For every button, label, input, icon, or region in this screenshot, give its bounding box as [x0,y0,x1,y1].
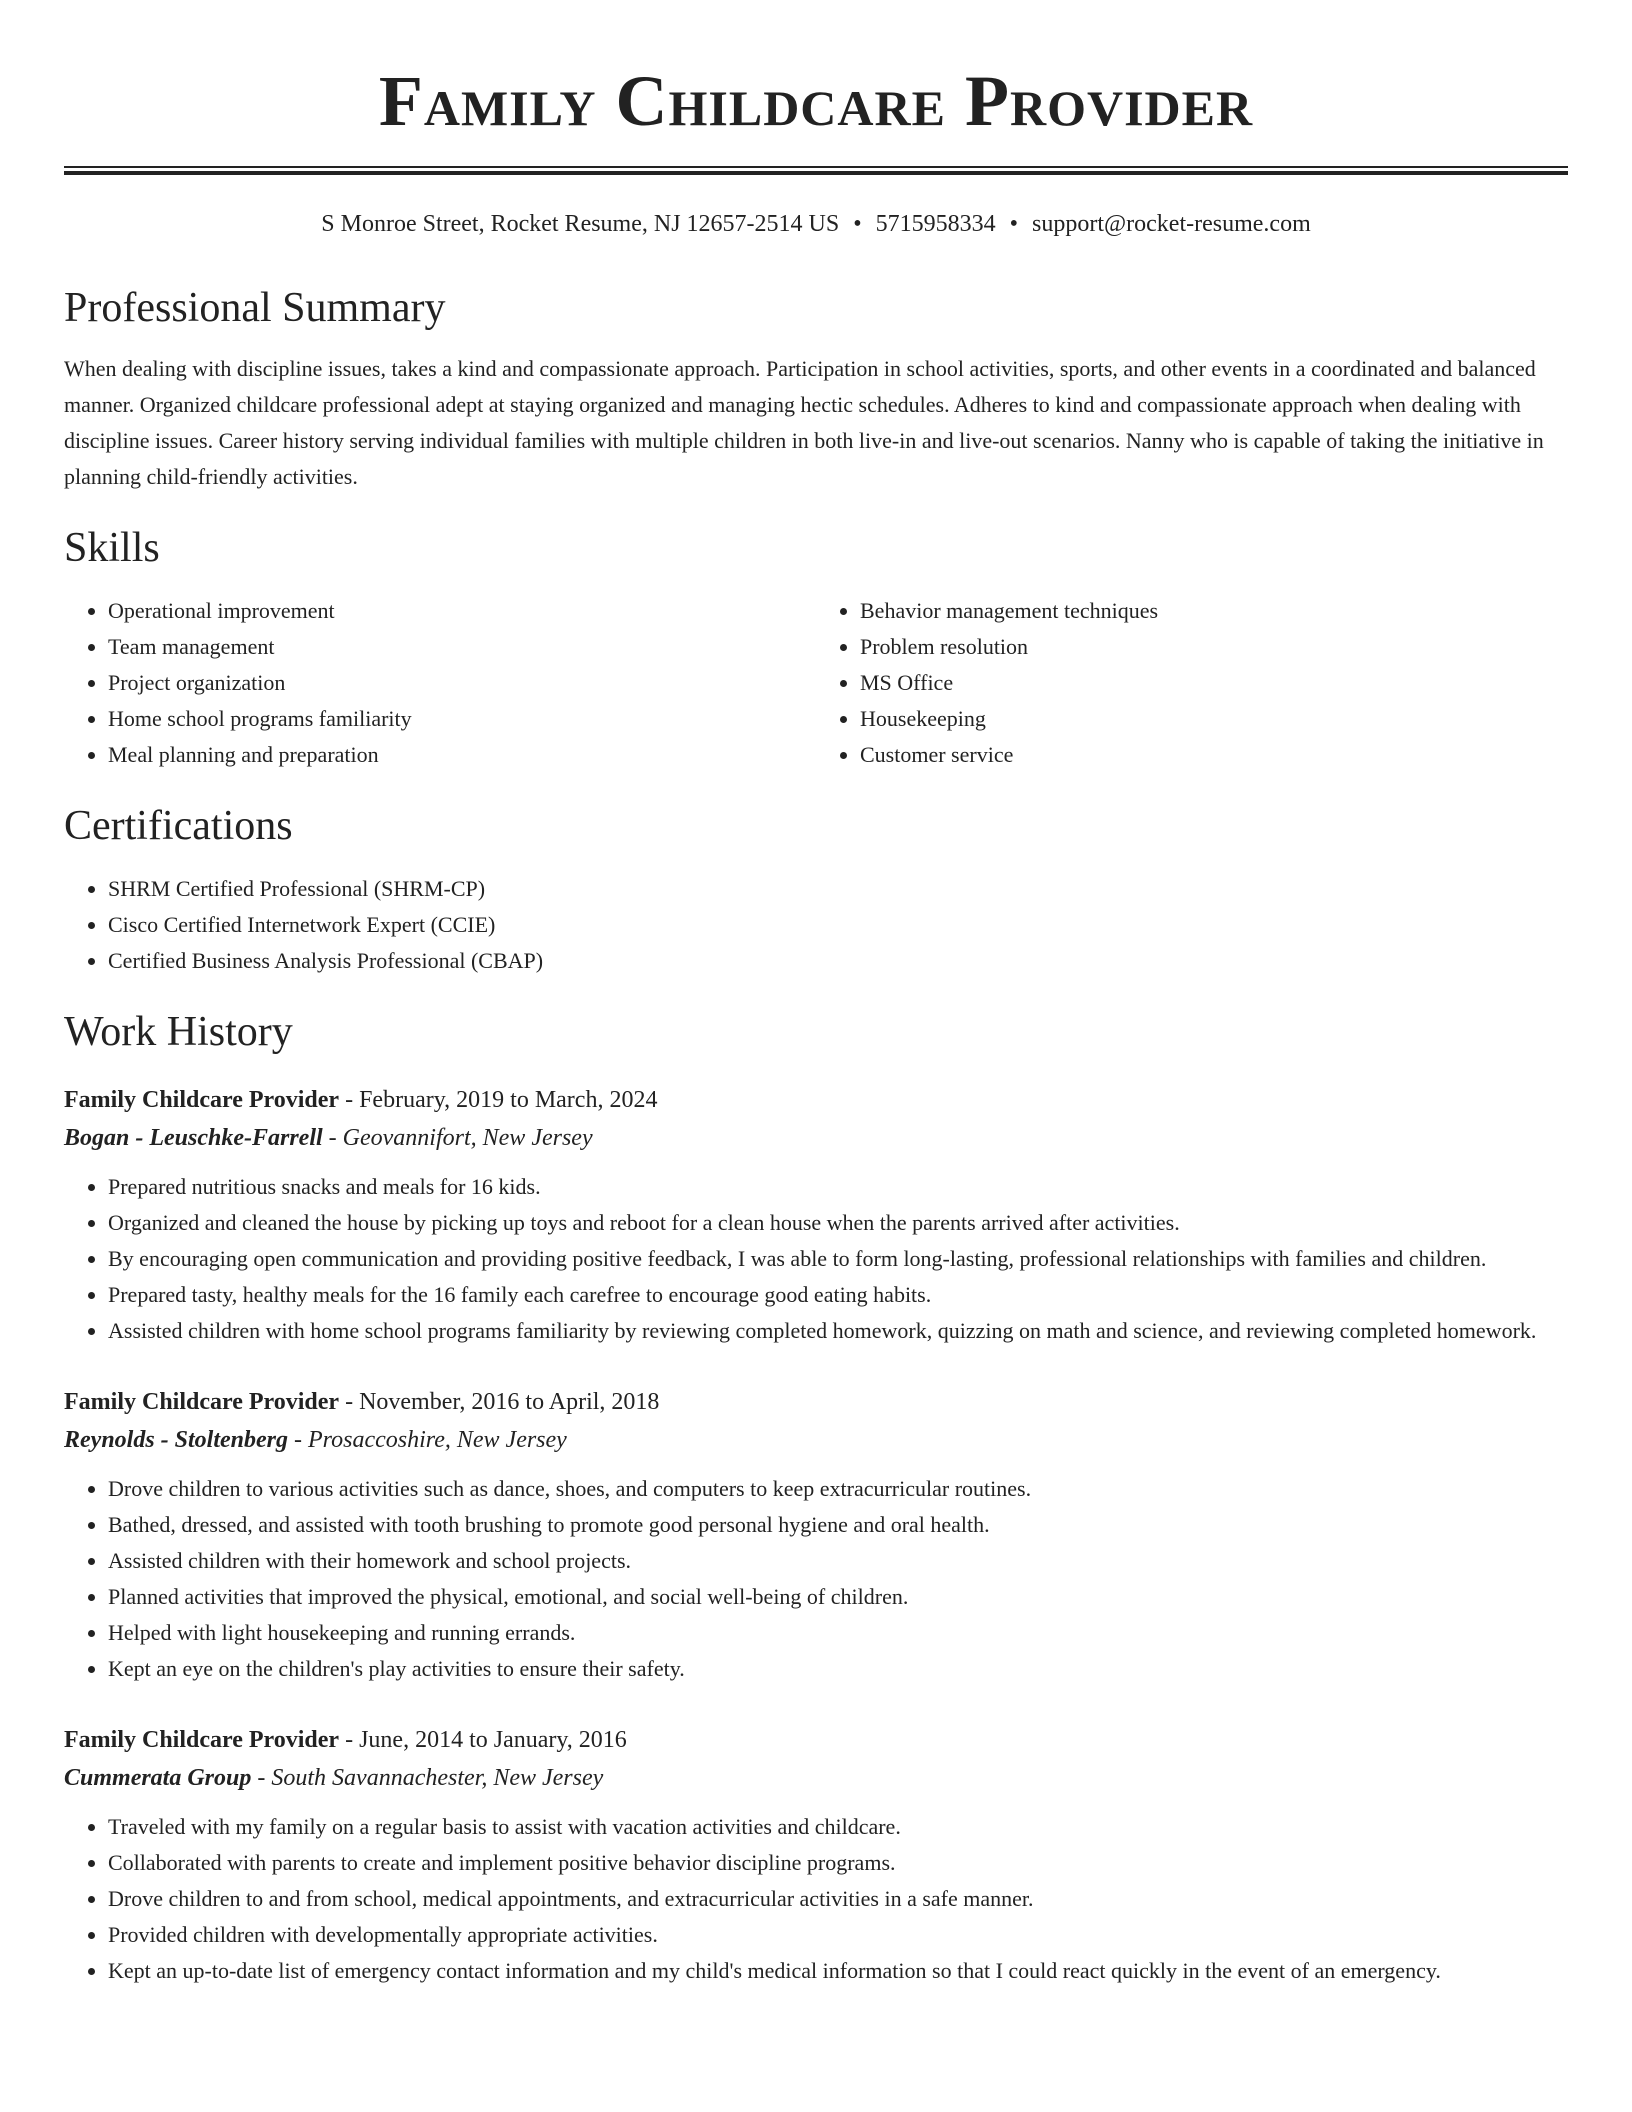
contact-phone: 5715958334 [875,211,996,237]
job-location: - Geovannifort, New Jersey [328,1125,593,1151]
section-work-history [64,1007,1568,1989]
job-bullet: • Kept an eye on the children's play activities to ensure their safety. [108,1651,1568,1687]
job-company: Cummerata Group [64,1765,252,1791]
job-company: Bogan - Leuschke-Farrell [64,1125,323,1151]
job-bullets [64,1471,1568,1687]
job-title: Family Childcare Provider [64,1087,340,1113]
skill-item: • Meal planning and preparation [108,737,816,773]
job-title: Family Childcare Provider [64,1389,340,1415]
job-title-line [64,1081,1568,1119]
job-bullet: • Drove children to various activities such as dance, shoes, and computers to keep extracurricular routines. [108,1471,1568,1507]
section-heading-work-history: Work History [64,1009,293,1055]
job-bullet: • Prepared tasty, healthy meals for the 16 family each carefree to encourage good eating habits. [108,1277,1568,1313]
skill-item: • Customer service [860,737,1568,773]
job-company-line [64,1759,1568,1797]
job-dates: - February, 2019 to March, 2024 [345,1087,658,1113]
section-heading-skills: Skills [64,525,160,571]
certification-item: • Certified Business Analysis Professional (CBAP) [108,943,1568,979]
job-bullet: • Kept an up-to-date list of emergency contact information and my child's medical information so that I could react quickly in the event of an emergency. [108,1953,1568,1989]
job-bullet: • Bathed, dressed, and assisted with tooth brushing to promote good personal hygiene and oral health. [108,1507,1568,1543]
job-bullet: • Provided children with developmentally appropriate activities. [108,1917,1568,1953]
job-entry [64,1383,1568,1687]
skill-item: • Team management [108,629,816,665]
job-bullet: • Assisted children with their homework and school projects. [108,1543,1568,1579]
job-entry [64,1081,1568,1349]
skill-item: • Problem resolution [860,629,1568,665]
job-title: Family Childcare Provider [64,1727,340,1753]
certifications-list [64,871,1568,979]
skill-item: • Housekeeping [860,701,1568,737]
resume-name-title: Family Childcare Provider [378,61,1254,141]
job-bullet: • Organized and cleaned the house by picking up toys and reboot for a clean house when the parents arrived after activities. [108,1205,1568,1241]
contact-address: S Monroe Street, Rocket Resume, NJ 12657-2514 US [321,211,840,237]
section-certifications [64,801,1568,979]
skill-item: • MS Office [860,665,1568,701]
job-location: - South Savannachester, New Jersey [257,1765,604,1791]
job-company-line [64,1119,1568,1157]
resume-page [64,0,1568,1989]
job-bullet: • Traveled with my family on a regular basis to assist with vacation activities and childcare. [108,1809,1568,1845]
job-bullet: • Drove children to and from school, medical appointments, and extracurricular activities in a safe manner. [108,1881,1568,1917]
skill-item: • Operational improvement [108,593,816,629]
job-dates: - June, 2014 to January, 2016 [345,1727,627,1753]
contact-separator: • [1009,211,1019,237]
job-dates: - November, 2016 to April, 2018 [345,1389,660,1415]
job-bullet: • Prepared nutritious snacks and meals for 16 kids. [108,1169,1568,1205]
job-company-line [64,1421,1568,1459]
certification-item: • SHRM Certified Professional (SHRM-CP) [108,871,1568,907]
section-skills [64,523,1568,773]
skills-list-right [816,593,1568,773]
contact-email: support@rocket-resume.com [1032,211,1311,237]
skills-columns [64,593,1568,773]
skills-list-left [64,593,816,773]
job-title-line [64,1721,1568,1759]
job-company: Reynolds - Stoltenberg [64,1427,289,1453]
contact-separator: • [853,211,862,237]
job-entry [64,1721,1568,1989]
title-divider [64,166,1568,175]
job-bullet: • Assisted children with home school programs familiarity by reviewing completed homework, quizzing on math and science, and reviewing completed homework. [108,1313,1568,1349]
job-bullet: • Planned activities that improved the physical, emotional, and social well-being of children. [108,1579,1568,1615]
skill-item: • Behavior management techniques [860,593,1568,629]
job-bullet: • By encouraging open communication and providing positive feedback, I was able to form long-lasting, professional relationships with families and children. [108,1241,1568,1277]
summary-text: When dealing with discipline issues, takes a kind and compassionate approach. Participation in school activities, sports, and other events in a coordinated and balanced manner. Organized childcare professional adept at staying organized and managing hectic schedules. Adheres to kind and compassionate approach when dealing with discipline issues. Career history serving individual families with multiple children in both live-in and live-out scenarios. Nanny who is capable of taking the initiative in planning child-friendly activities. [64,356,1544,489]
job-bullet: • Helped with light housekeeping and running errands. [108,1615,1568,1651]
section-heading-summary: Professional Summary [64,285,446,331]
job-title-line [64,1383,1568,1421]
job-bullet: • Collaborated with parents to create and implement positive behavior discipline programs. [108,1845,1568,1881]
section-heading-certifications: Certifications [64,803,293,849]
job-location: - Prosaccoshire, New Jersey [294,1427,567,1453]
job-bullets [64,1169,1568,1349]
certification-item: • Cisco Certified Internetwork Expert (CCIE) [108,907,1568,943]
skill-item: • Project organization [108,665,816,701]
contact-line [64,209,1568,239]
skill-item: • Home school programs familiarity [108,701,816,737]
section-professional-summary [64,283,1568,495]
job-bullets [64,1809,1568,1989]
